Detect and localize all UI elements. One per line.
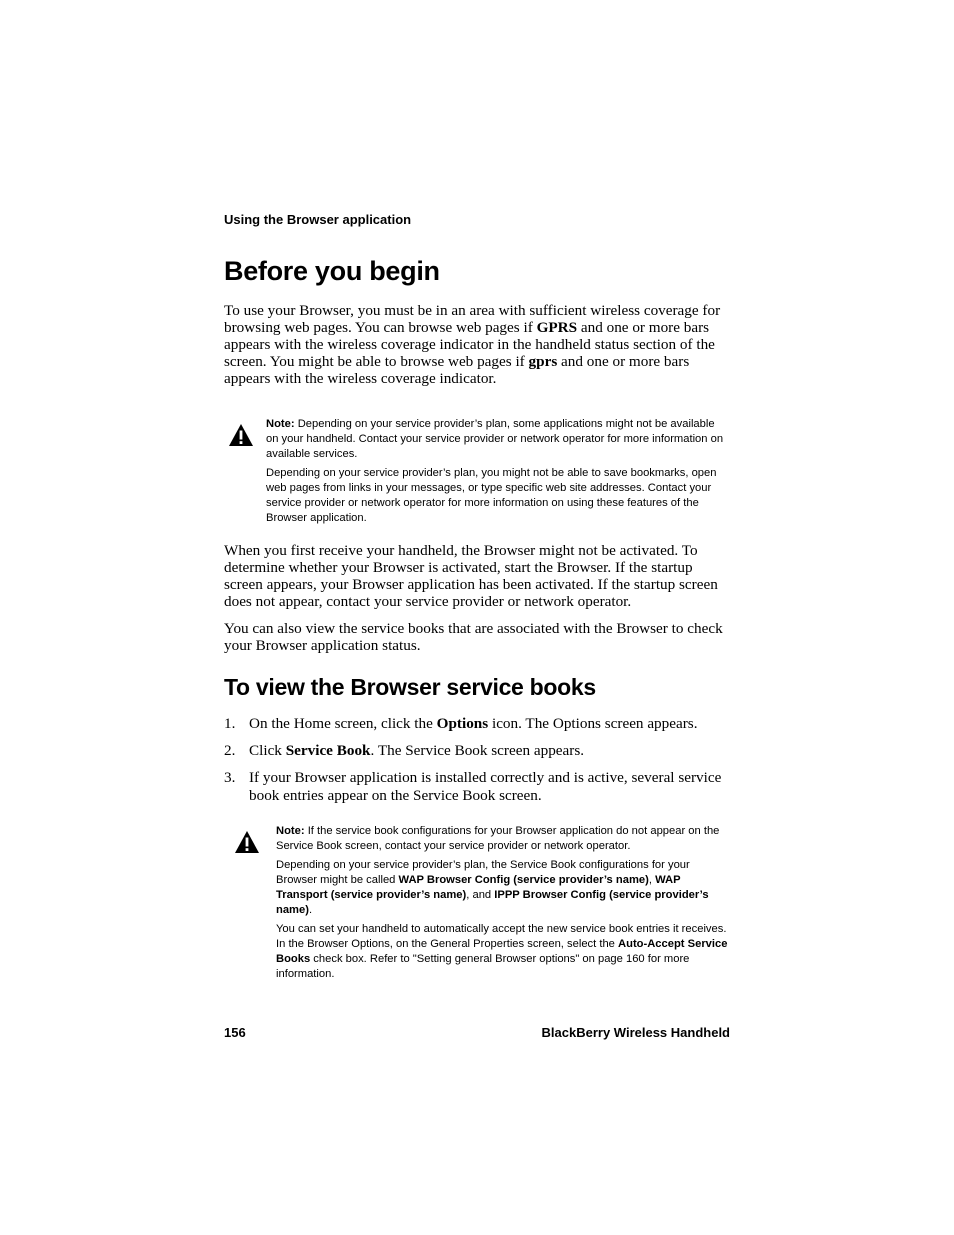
note-paragraph: You can set your handheld to automatically accept the new service book entries it receives. In the Browser Options, on the General Properties screen, select the Auto-Accept Service Books check box. Refer to "Setting general Browser options" on page 160 for more information.: [276, 923, 728, 980]
note-paragraph: Note: If the service book configurations for your Browser application do not appear on the Service Book screen, contact your service provider or network operator.: [276, 825, 720, 852]
activation-paragraph: When you first receive your handheld, the Browser might not be activated. To determine whether your Browser is activated, start the Browser. If the startup screen appears, your Browser application has been activated. If the startup screen does not appear, contact your service provider or network operator.: [224, 542, 718, 610]
step-item: 3. If your Browser application is installed correctly and is active, several service book entries appear on the Service Book screen.: [224, 769, 722, 804]
warning-icon: [228, 423, 254, 447]
section-title-view-service-books: To view the Browser service books: [224, 674, 596, 700]
step-item: 2. Click Service Book. The Service Book screen appears.: [224, 742, 585, 759]
intro-paragraph: To use your Browser, you must be in an area with sufficient wireless coverage for browsing web pages. You can browse web pages if GPRS and one or more bars appears with the wireless coverage indicator in the handheld status section of the screen. You might be able to browse web pages if gprs and one or more bars appears with the wireless coverage indicator.: [224, 302, 721, 387]
note-box-service-books: [276, 824, 730, 986]
document-page: [224, 0, 730, 1235]
note-paragraph: Note: Depending on your service provider’s plan, some applications might not be available on your handheld. Contact your service provider or network operator for more information on available services.: [266, 418, 724, 460]
status-paragraph: You can also view the service books that are associated with the Browser to check your Browser application status.: [224, 620, 723, 654]
section-title-before-you-begin: Before you begin: [224, 256, 440, 286]
note-box-availability: [266, 417, 730, 530]
step-item: 1. On the Home screen, click the Options icon. The Options screen appears.: [224, 715, 698, 732]
book-title: BlackBerry Wireless Handheld: [541, 1025, 730, 1040]
note-paragraph: Depending on your service provider’s plan, you might not be able to save bookmarks, open web pages from links in your messages, or type specific web site addresses. Contact your service provider or network operator for more information on using these features of the Browser application.: [266, 467, 717, 524]
note-paragraph: Depending on your service provider’s plan, the Service Book configurations for your Browser might be called WAP Browser Config (service provider’s name), WAP Transport (service provider’s name), and IPPP Browser Config (service provider’s name).: [276, 859, 709, 916]
steps-list: [224, 715, 730, 814]
page-number: 156: [224, 1025, 246, 1040]
warning-icon: [234, 830, 260, 854]
running-header: Using the Browser application: [224, 212, 412, 227]
